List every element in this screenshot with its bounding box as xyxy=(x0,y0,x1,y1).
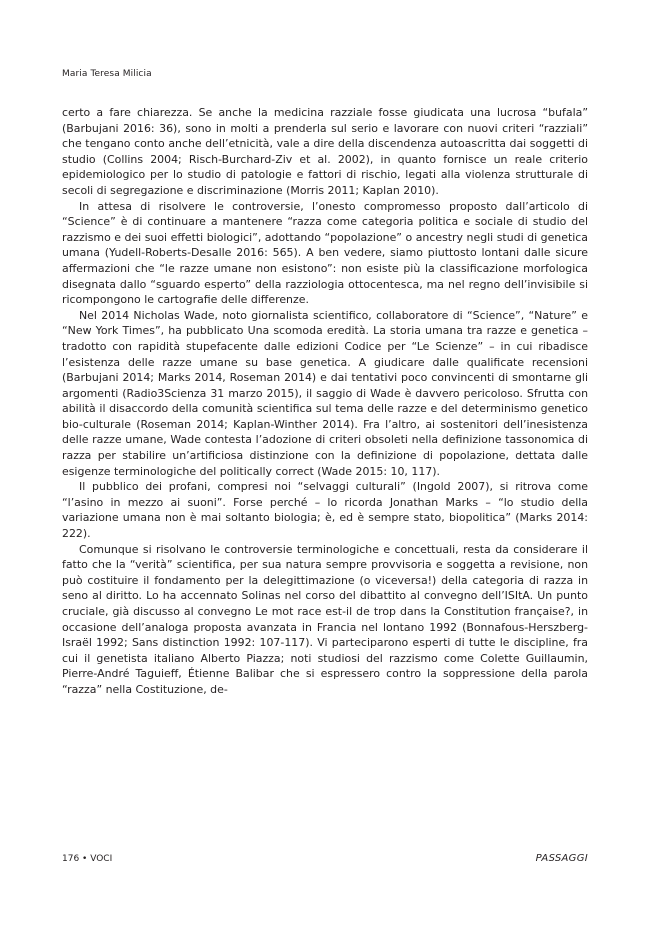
running-head-author: Maria Teresa Milicia xyxy=(62,69,152,79)
paragraph-2: In attesa di risolvere le controversie, l’onesto compromesso proposto dall’articolo di “Science” è di continuare a mantenere “razza come categoria politica e sociale di studio del razzismo e dei suoi effetti biologici”, adottando “popolazione” o ancestry negli studi di genetica umana (Yudell-Roberts-Desalle 2016: 565). A ben vedere, siamo piuttosto lontani dalle sicure affermazioni che “le razze umane non esistono”: non esiste più la classificazione morfologica disegnata dallo “sguardo esperto” della razziologia ottocentesca, ma nel regno dell’invisibile si ricompongono le cartografie delle differenze. xyxy=(62,199,588,307)
section-name: PASSAGGI xyxy=(535,853,588,864)
paragraph-5: Comunque si risolvano le controversie terminologiche e concettuali, resta da considerare il fatto che la “verità” scientifica, per sua natura sempre provvisoria e soggetta a revisione, non può costituire il fondamento per la delegittimazione (o viceversa!) della categoria di razza in seno al diritto. Lo ha accennato Solinas nel corso del dibattito al convegno dell’ISItA. Un punto cruciale, già discusso al convegno Le mot race est-il de trop dans la Constitution française?, in occasione dell’analoga proposta avanzata in Francia nel lontano 1992 (Bonnafous-Herszberg-Israël 1992; Sans distinction 1992: 107-117). Vi parteciparono esperti di tutte le discipline, fra cui il genetista italiano Alberto Piazza; noti studiosi del razzismo come Colette Guillaumin, Pierre-André Taguieff, Étienne Balibar che si espressero contro la soppressione della parola “razza” nella Costituzione, de- xyxy=(62,542,588,696)
paragraph-4: Il pubblico dei profani, compresi noi “selvaggi culturali” (Ingold 2007), si ritrova come “l’asino in mezzo ai suoni”. Forse perché – lo ricorda Jonathan Marks – “lo studio della variazione umana non è mai soltanto biologia; è, ed è sempre stato, biopolitica” (Marks 2014: 222). xyxy=(62,480,588,541)
paragraph-1: certo a fare chiarezza. Se anche la medicina razziale fosse giudicata una lucrosa “bufala” (Barbujani 2016: 36), sono in molti a prenderla sul serio e lavorare con nuovi criteri “razziali” che tengano conto anche dell’etnicità, vale a dire della discendenza autoascritta dai soggetti di studio (Collins 2004; Risch-Burchard-Ziv et al. 2002), in quanto fornisce un reale criterio epidemiologico per lo studio di patologie e fattori di rischio, legati alla violenza strutturale di secoli di segregazione e discriminazione (Morris 2011; Kaplan 2010). xyxy=(62,106,588,197)
body-text xyxy=(62,105,588,698)
paragraph-3: Nel 2014 Nicholas Wade, noto giornalista scientifico, collaboratore di “Science”, “Nature” e “New York Times”, ha pubblicato Una scomoda eredità. La storia umana tra razze e genetica – tradotto con rapidità stupefacente dalle edizioni Codice per “Le Scienze” – in cui ribadisce l’esistenza delle razze umane su base genetica. A giudicare dalle qualificate recensioni (Barbujani 2014; Marks 2014, Roseman 2014) e dai tentativi poco convincenti di smontarne gli argomenti (Radio3Scienza 31 marzo 2015), il saggio di Wade è davvero pericoloso. Sfrutta con abilità il disaccordo della comunità scientifica sul tema delle razze e del determinismo genetico bio-culturale (Roseman 2014; Kaplan-Winther 2014). Fra l’altro, ai sostenitori dell’inesistenza delle razze umane, Wade contesta l’adozione di criteri obsoleti nella definizione tassonomica di razza per stabilire un’artificiosa distinzione con la definizione di popolazione, dettata dalle esigenze terminologiche del politically correct (Wade 2015: 10, 117). xyxy=(62,308,588,478)
page-number: 176 • VOCI xyxy=(62,854,113,864)
